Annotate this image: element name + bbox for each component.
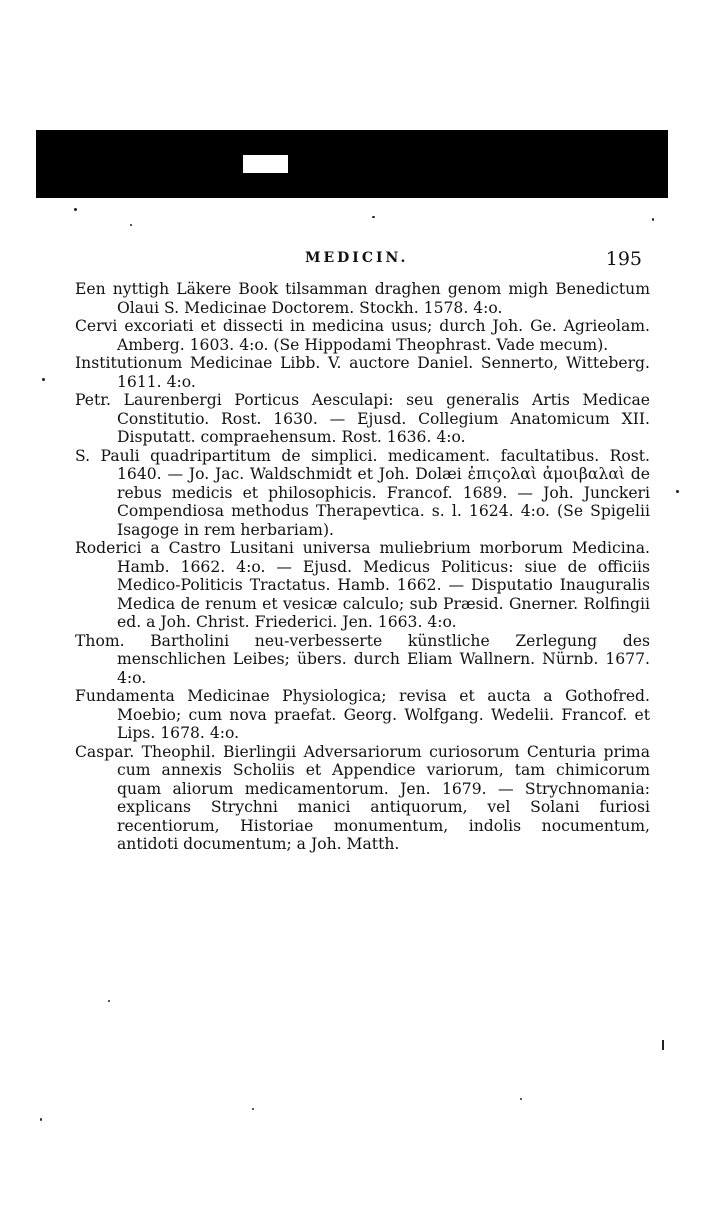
book-page [75, 250, 650, 854]
bibliography-entry: Caspar. Theophil. Bierlingii Adversariorum curiosorum Centuria prima cum annexis Scholiis et Appendice variorum, tam chimicorum quam aliorum medicamentorum. Jen. 1679. — Strychnomania: explicans Strychni manici antiquorum, vel Solani furiosi recentiorum, Historiae monumentum, indolis nocumentum, antidoti documentum; a Joh. Matth. [75, 742, 650, 853]
print-speck [74, 208, 77, 211]
bibliography-entry: Een nyttigh Läkere Book tilsamman draghen genom migh Benedictum Olaui S. Medicinae Doctorem. Stockh. 1578. 4:o. [75, 280, 650, 317]
print-speck [372, 216, 375, 218]
print-speck [108, 1000, 110, 1002]
print-speck [676, 490, 679, 493]
print-speck [662, 1040, 664, 1050]
print-speck [130, 224, 132, 226]
print-speck [42, 378, 45, 381]
bibliography-entry: S. Pauli quadripartitum de simplici. medicament. facultatibus. Rost. 1640. — Jo. Jac. Waldschmidt et Joh. Dolæi ἐπιςολαὶ ἀμοιβαλαὶ de rebus medicis et philosophicis. Francof. 1689. — Joh. Junckeri Compendiosa methodus Therapevtica. s. l. 1624. 4:o. (Se Spigelii Isagoge in rem herbariam). [75, 446, 650, 539]
running-head: MEDICIN. [305, 250, 409, 266]
bibliography-list [75, 280, 650, 854]
bibliography-entry: Cervi excoriati et dissecti in medicina usus; durch Joh. Ge. Agrieolam. Amberg. 1603. 4:o. (Se Hippodami Theophrast. Vade mecum). [75, 317, 650, 354]
bibliography-entry: Institutionum Medicinae Libb. V. auctore Daniel. Sennerto, Witteberg. 1611. 4:o. [75, 354, 650, 391]
print-speck [652, 218, 654, 221]
bibliography-entry: Thom. Bartholini neu-verbesserte künstliche Zerlegung des menschlichen Leibes; übers. durch Eliam Wallnern. Nürnb. 1677. 4:o. [75, 631, 650, 687]
print-speck [40, 1118, 42, 1121]
bibliography-entry: Petr. Laurenbergi Porticus Aesculapi: seu generalis Artis Medicae Constitutio. Rost. 1630. — Ejusd. Collegium Anatomicum XII. Disputatt. compraehensum. Rost. 1636. 4:o. [75, 391, 650, 446]
bibliography-entry: Roderici a Castro Lusitani universa muliebrium morborum Medicina. Hamb. 1662. 4:o. — Ejusd. Medicus Politicus: siue de officiis Medico-Politicis Tractatus. Hamb. 1662. — Disputatio Inauguralis Medica de renum et vesicæ calculo; sub Præsid. Gnerner. Rolfingii ed. a Joh. Christ. Friederici. Jen. 1663. 4:o. [75, 539, 650, 631]
print-speck [520, 1098, 522, 1100]
page-number: 195 [605, 248, 642, 270]
black-header-band [36, 130, 668, 198]
print-speck [252, 1108, 254, 1110]
white-label-block [243, 155, 288, 173]
bibliography-entry: Fundamenta Medicinae Physiologica; revisa et aucta a Gothofred. Moebio; cum nova praefat. Georg. Wolfgang. Wedelii. Francof. et Lips. 1678. 4:o. [75, 687, 650, 742]
page-header [75, 250, 650, 280]
